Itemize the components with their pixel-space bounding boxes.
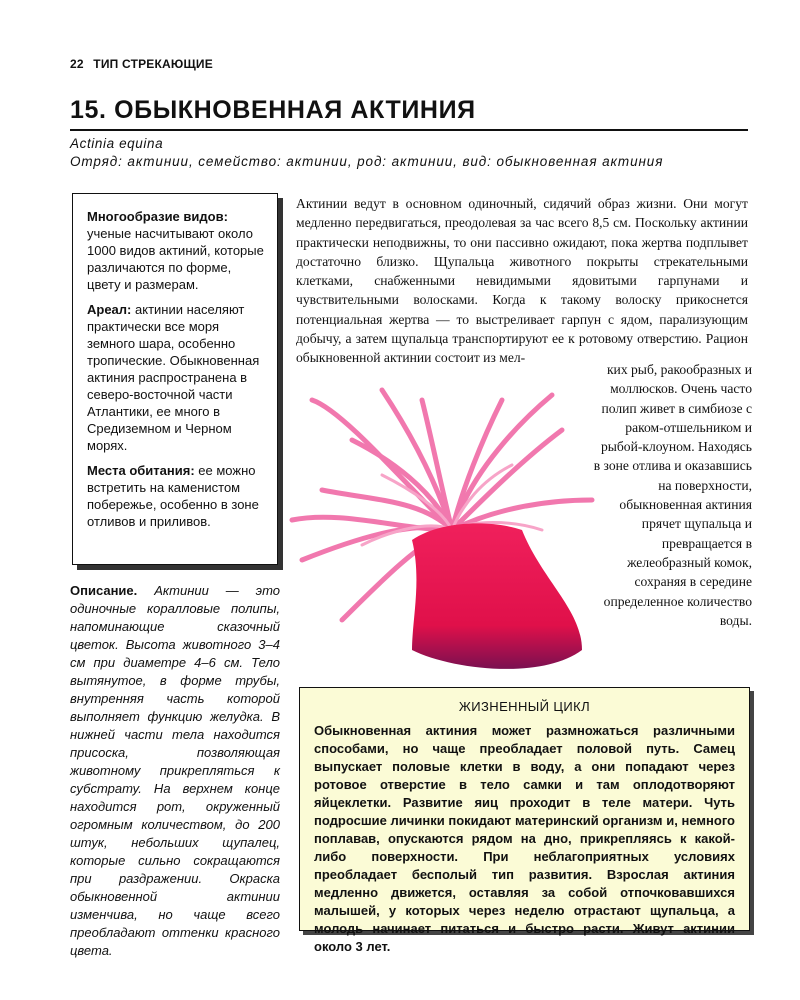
info-range xyxy=(87,301,267,454)
lifecycle-box xyxy=(299,687,750,954)
body-text-main: Актинии ведут в основном одиночный, сидячий образ жизни. Они могут медленно передвигаться, преодолевая за час всего 8,5 см. Поскольку актинии практически неподвижны, то они пассивно ожидают, пока жертва подплывет достаточно близко. Щупальца животного покрыты стрекательными клетками, снабженными невидимыми ядовитыми гарпунами и чувствительными волосками. Когда к такому волоску прикоснется потенциальная жертва — то выстреливает гарпун с ядом, парализующим добычу, а затем щупальца транспортируют ее к ротовому отверстию. Рацион обыкновенной актинии состоит из мел- xyxy=(296,196,748,366)
page-header xyxy=(70,57,213,71)
anemone-body xyxy=(412,523,582,669)
page-title: 15. ОБЫКНОВЕННАЯ АКТИНИЯ xyxy=(70,96,476,124)
taxonomy-line: Отряд: актинии, семейство: актинии, род: актинии, вид: обыкновенная актиния xyxy=(70,154,664,169)
latin-name: Actinia equina xyxy=(70,136,164,151)
page-number: 22 xyxy=(70,57,84,71)
info-range-text: актинии населяют практически все моря земного шара, особенно тропические. Обыкновенная актиния распространена в северо-восточной части Атлантики, ее много в Средиземном и Черном морях. xyxy=(87,302,260,453)
description-text: Актинии — это одиночные коралловые полипы, напоминающие сказочный цветок. Высота животного 3–4 см при диаметре 4–6 см. Тело вытянутое, в форме трубы, внутренняя часть которой выполняет функцию желудка. В нижней части тела находится присоска, позволяющая животному прикрепляться к субстрату. На верхнем конце находится рот, окруженный огромным количеством, до 200 штук, небольших щупалец, которые сильно сокращаются при раздражении. Окраска обыкновенной актинии изменчива, но чаще всего преобладают оттенки красного цвета. xyxy=(70,583,280,958)
info-diversity-label: Многообразие видов: xyxy=(87,209,228,224)
sea-anemone-illustration xyxy=(282,380,622,680)
info-habitat xyxy=(87,462,267,530)
title-divider xyxy=(70,129,748,131)
section-name: ТИП СТРЕКАЮЩИЕ xyxy=(93,57,213,71)
lifecycle-text: Обыкновенная актиния может размножаться различными способами, но чаще преобладает половой путь. Самец выпускает половые клетки в воду, а они попадают через ротовое отверстие в тело самки и там оплодотворяют яйцеклетки. Развитие яиц проходит в теле матери. Чуть подросшие личинки покидают материнский организм и, немного поплавав, опускаются рядом на дно, прикрепляясь к какой-либо поверхности. При неблагоприятных условиях преобладает бесполый тип развития. Взрослая актиния медленно движется, оставляя за собой отпочковавшихся малышей, у которых через неделю отрастают щупальца, а молодь начинает питаться и быстро расти. Живут актинии около 3 лет. xyxy=(314,723,735,954)
info-habitat-label: Места обитания: xyxy=(87,463,195,478)
info-diversity-text: ученые насчитывают около 1000 видов актиний, которые различаются по форме, цвету и размерам. xyxy=(87,226,264,292)
info-box xyxy=(72,193,278,565)
info-habitat-text: ее можно встретить на каменистом побережье, особенно в зоне отливов и приливов. xyxy=(87,463,259,529)
description-block xyxy=(70,582,280,960)
lifecycle-title: ЖИЗНЕННЫЙ ЦИКЛ xyxy=(458,699,591,714)
description-label: Описание. xyxy=(70,583,138,598)
info-diversity xyxy=(87,208,267,293)
body-text-wrap: ких рыб, ракообразных и моллюсков. Очень часто полип живет в симбиозе с раком-отшельником и рыбой-клоуном. Находясь в зоне отлива и оказавшись на поверхности, обыкновенная актиния прячет щупальца и превращается в желеобразный комок, сохраняя в середине определенное количество воды. xyxy=(593,362,752,628)
info-range-label: Ареал: xyxy=(87,302,132,317)
